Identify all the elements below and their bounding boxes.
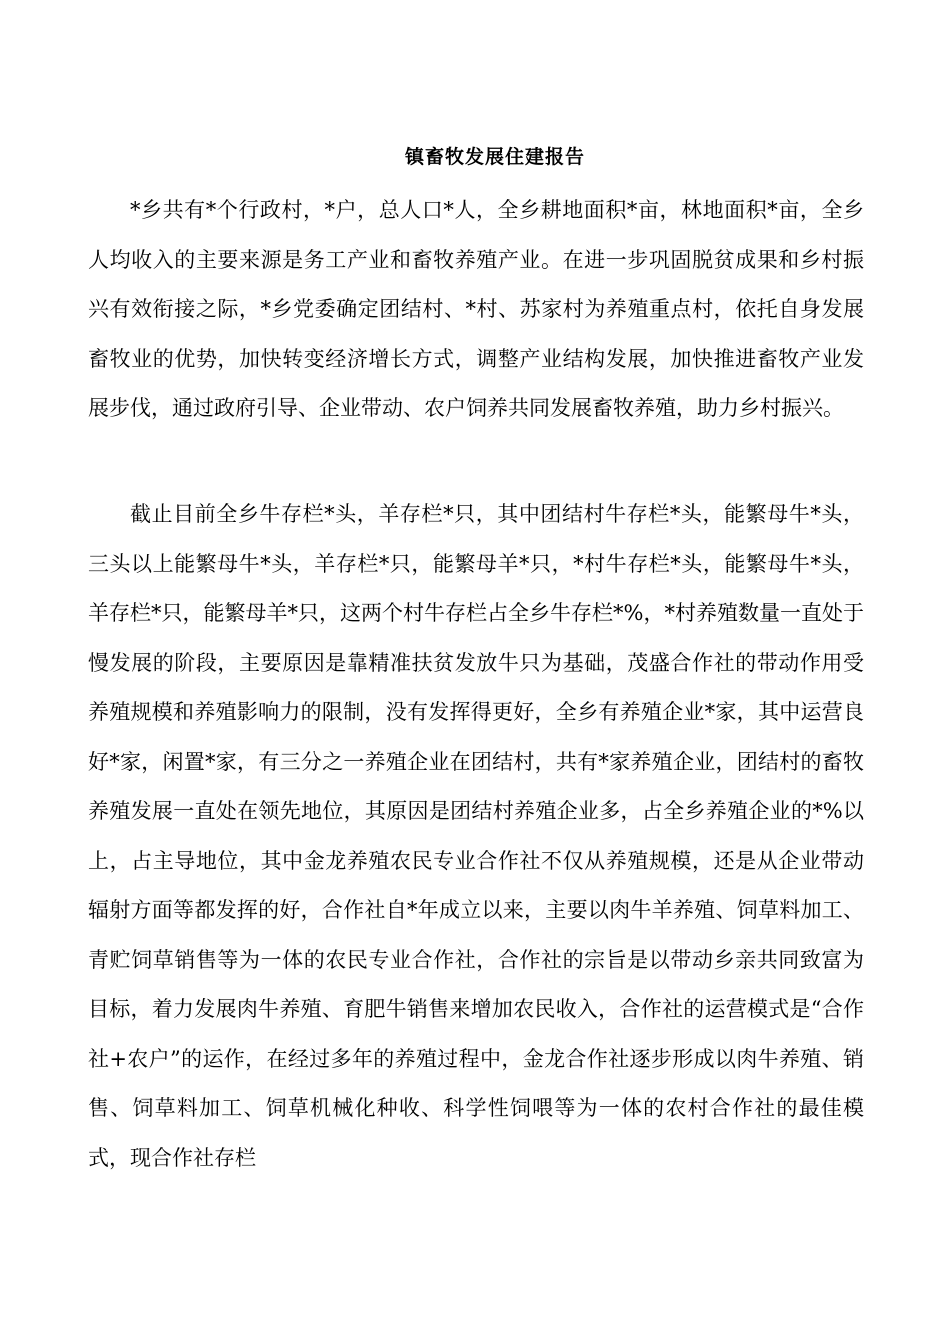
paragraph-1: *乡共有*个行政村，*户，总人口*人，全乡耕地面积*亩，林地面积*亩，全乡人均收入的主要来源是务工产业和畜牧养殖产业。在进一步巩固脱贫成果和乡村振兴有效衔接之际，*乡党委确定团结村、*村、苏家村为养殖重点村，依托自身发展畜牧业的优势，加快转变经济增长方式，调整产业结构发展，加快推进畜牧产业发展步伐，通过政府引导、企业带动、农户饲养共同发展畜牧养殖，助力乡村振兴。 [88, 198, 864, 420]
document-title: 镇畜牧发展住建报告 [404, 146, 585, 168]
paragraph-2: 截止目前全乡牛存栏*头，羊存栏*只，其中团结村牛存栏*头，能繁母牛*头，三头以上能繁母牛*头，羊存栏*只，能繁母羊*只，*村牛存栏*头，能繁母牛*头，羊存栏*只，能繁母羊*只，这两个村牛存栏占全乡牛存栏*%，*村养殖数量一直处于慢发展的阶段，主要原因是靠精准扶贫发放牛只为基础，茂盛合作社的带动作用受养殖规模和养殖影响力的限制，没有发挥得更好，全乡有养殖企业*家，其中运营良好*家，闲置*家，有三分之一养殖企业在团结村，共有*家养殖企业，团结村的畜牧养殖发展一直处在领先地位，其原因是团结村养殖企业多，占全乡养殖企业的*%以上，占主导地位，其中金龙养殖农民专业合作社不仅从养殖规模，还是从企业带动辐射方面等都发挥的好，合作社自*年成立以来，主要以肉牛羊养殖、饲草料加工、青贮饲草销售等为一体的农民专业合作社，合作社的宗旨是以带动乡亲共同致富为目标，着力发展肉牛养殖、育肥牛销售来增加农民收入，合作社的运营模式是“合作社+农户”的运作，在经过多年的养殖过程中，金龙合作社逐步形成以肉牛养殖、销售、饲草料加工、饲草机械化种收、科学性饲喂等为一体的农村合作社的最佳模式，现合作社存栏 [88, 502, 864, 1170]
